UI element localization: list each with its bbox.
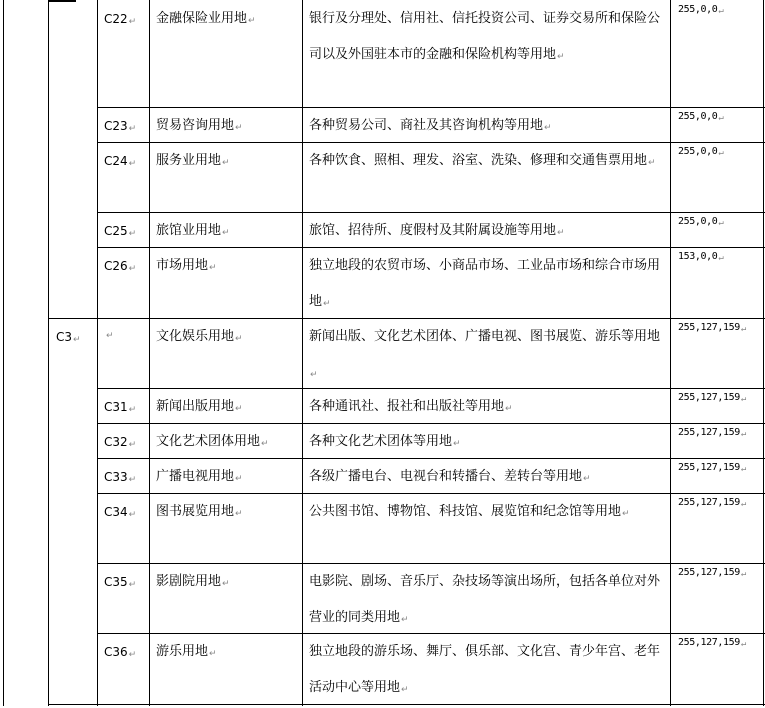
land-name: 市场用地↵ xyxy=(156,258,217,273)
rgb-color-value: 255,127,159↵ xyxy=(678,462,746,474)
top-border-fragment xyxy=(48,0,76,2)
land-description: 独立地段的农贸市场、小商品市场、工业品市场和综合市场用地↵ xyxy=(309,258,661,309)
land-description: 新闻出版、文化艺术团体、广播电视、图书展览、游乐等用地↵ xyxy=(309,329,661,380)
rgb-color-value: 255,127,159↵ xyxy=(678,322,746,334)
empty-cell-mark: ↵ xyxy=(106,331,114,341)
land-description: 各级广播电台、电视台和转播台、差转台等用地↵ xyxy=(309,469,591,484)
land-description: 电影院、剧场、音乐厅、杂技场等演出场所，包括各单位对外营业的同类用地↵ xyxy=(309,574,661,625)
land-code: C32↵ xyxy=(104,435,137,450)
land-code: C26↵ xyxy=(104,259,137,274)
land-name: 服务业用地↵ xyxy=(156,153,230,168)
rgb-color-value: 255,0,0↵ xyxy=(678,4,724,16)
rgb-color-value: 255,0,0↵ xyxy=(678,146,724,158)
land-code: C22↵ xyxy=(104,12,137,27)
land-name: 新闻出版用地↵ xyxy=(156,399,243,414)
land-code: C36↵ xyxy=(104,645,137,660)
land-code: C35↵ xyxy=(104,575,137,590)
rgb-color-value: 255,127,159↵ xyxy=(678,637,746,649)
land-name: 文化娱乐用地↵ xyxy=(156,329,243,344)
column-divider xyxy=(97,0,98,706)
land-name: 广播电视用地↵ xyxy=(156,469,243,484)
rgb-color-value: 255,127,159↵ xyxy=(678,497,746,509)
land-name: 金融保险业用地↵ xyxy=(156,11,256,26)
land-code: C31↵ xyxy=(104,400,137,415)
land-name: 游乐用地↵ xyxy=(156,644,217,659)
column-divider xyxy=(670,0,671,706)
land-name: 旅馆业用地↵ xyxy=(156,223,230,238)
land-description: 旅馆、招待所、度假村及其附属设施等用地↵ xyxy=(309,223,565,238)
table-left-border xyxy=(3,0,4,706)
rgb-color-value: 255,127,159↵ xyxy=(678,567,746,579)
land-code: C34↵ xyxy=(104,505,137,520)
land-description: 银行及分理处、信用社、信托投资公司、证券交易所和保险公司以及外国驻本市的金融和保险机构等用地↵ xyxy=(309,11,661,62)
land-description: 各种通讯社、报社和出版社等用地↵ xyxy=(309,399,513,414)
column-divider xyxy=(48,0,49,706)
land-name: 文化艺术团体用地↵ xyxy=(156,434,269,449)
table-right-border xyxy=(763,0,764,706)
land-code: C24↵ xyxy=(104,154,137,169)
land-name: 图书展览用地↵ xyxy=(156,504,243,519)
group-code: C3↵ xyxy=(56,330,81,345)
land-code: C33↵ xyxy=(104,470,137,485)
land-name: 贸易咨询用地↵ xyxy=(156,118,243,133)
column-divider xyxy=(302,0,303,706)
land-description: 独立地段的游乐场、舞厅、俱乐部、文化宫、青少年宫、老年活动中心等用地↵ xyxy=(309,644,661,695)
land-description: 各种贸易公司、商社及其咨询机构等用地↵ xyxy=(309,118,552,133)
rgb-color-value: 153,0,0↵ xyxy=(678,251,724,263)
rgb-color-value: 255,0,0↵ xyxy=(678,216,724,228)
land-description: 各种饮食、照相、理发、浴室、洗染、修理和交通售票用地↵ xyxy=(309,153,656,168)
rgb-color-value: 255,127,159↵ xyxy=(678,392,746,404)
column-divider xyxy=(149,0,150,706)
rgb-color-value: 255,127,159↵ xyxy=(678,427,746,439)
land-description: 各种文化艺术团体等用地↵ xyxy=(309,434,461,449)
rgb-color-value: 255,0,0↵ xyxy=(678,111,724,123)
land-code: C23↵ xyxy=(104,119,137,134)
land-description: 公共图书馆、博物馆、科技馆、展览馆和纪念馆等用地↵ xyxy=(309,504,630,519)
land-name: 影剧院用地↵ xyxy=(156,574,230,589)
land-code: C25↵ xyxy=(104,224,137,239)
